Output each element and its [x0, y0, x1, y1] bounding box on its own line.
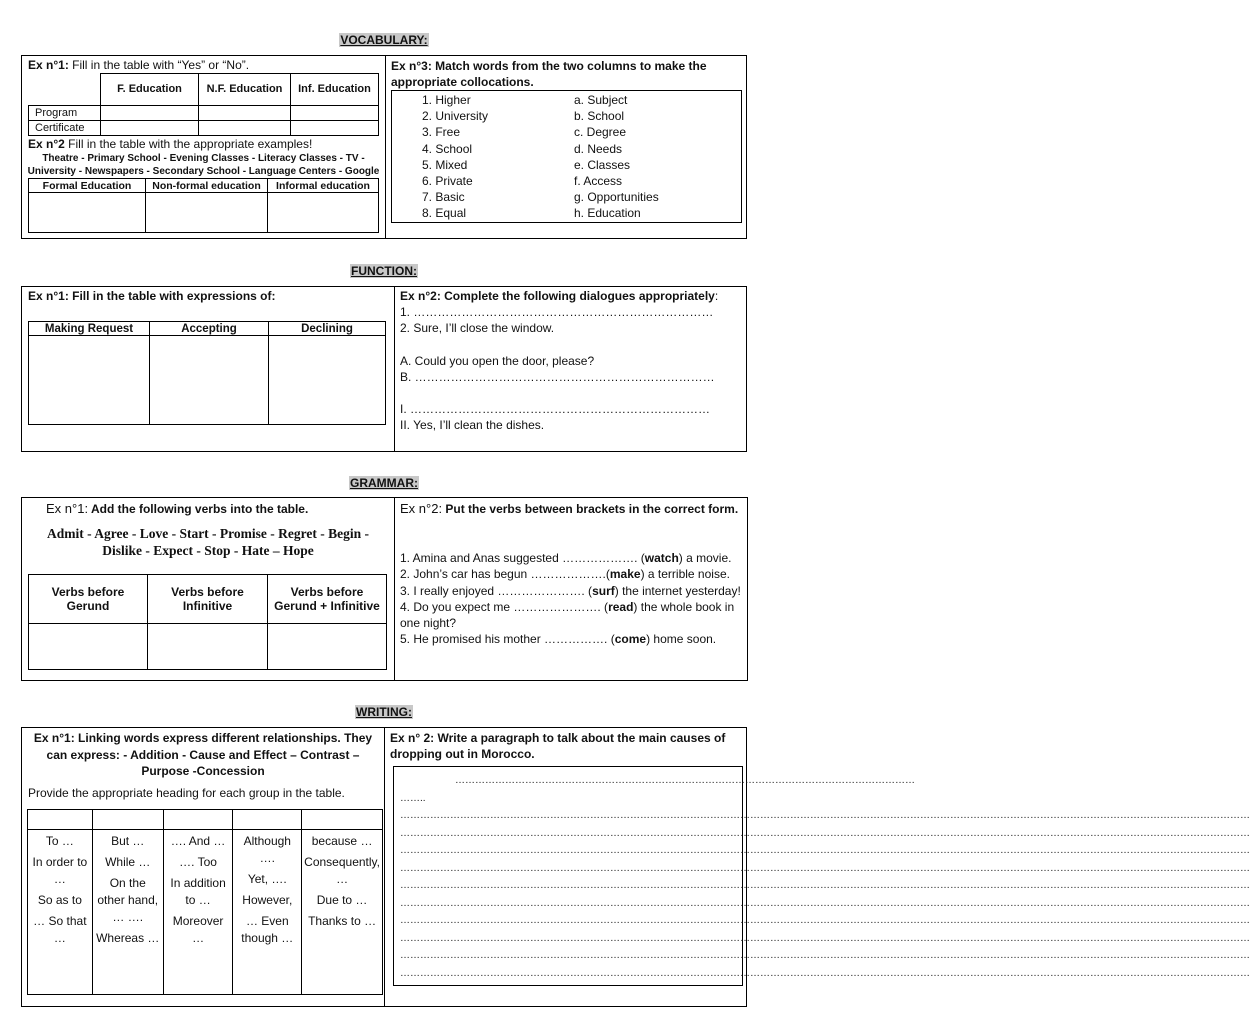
answer-cell[interactable]	[146, 193, 268, 233]
writing-line: …………………………………………………………………………………………………………………………………………………………………………………………………………………………………	[400, 932, 1250, 944]
grammar-item: 3. I really enjoyed …………………. (surf) the internet yesterday!	[400, 583, 741, 598]
collocation-right-item: c. Degree	[574, 125, 627, 140]
table-header: Verbs before Gerund + Infinitive	[268, 575, 387, 624]
linking-word: Although ….	[243, 834, 291, 865]
grammar-item: 2. John’s car has begun ……………….(make) a terrible noise.	[400, 567, 730, 582]
answer-cell[interactable]	[150, 336, 269, 425]
bracket-verb: surf	[592, 583, 615, 598]
writing-ex2-heading: Ex n° 2: Write a paragraph to talk about the main causes of dropping out in Morocco.	[390, 731, 726, 761]
dialogue-line: B. …………………………………………………………………	[400, 369, 715, 384]
collocation-right-item: f. Access	[574, 174, 623, 189]
vocab-ex2-table	[28, 178, 379, 233]
section-divider	[385, 56, 386, 238]
vocabulary-title: VOCABULARY:	[340, 33, 428, 47]
writing-line: …………………………………………………………………………………………………………………………………………………………………………………………………………………………………	[400, 915, 1250, 926]
table-header: Verbs before Gerund	[29, 575, 148, 624]
table-header: Formal Education	[29, 179, 146, 193]
collocation-right-column	[574, 92, 659, 222]
grammar-ex1-table	[28, 574, 387, 670]
collocation-left-item: 2. University	[422, 109, 489, 124]
answer-cell[interactable]	[199, 120, 291, 135]
answer-cell[interactable]	[291, 105, 379, 120]
collocation-right-item: a. Subject	[574, 93, 628, 107]
linking-word: Moreover …	[172, 914, 224, 945]
collocation-left-item: 8. Equal	[422, 206, 467, 221]
writing-line: …………………………………………………………………………………………………………………………………………………………………………………………………………………………………	[400, 967, 1250, 979]
linking-word: Whereas …	[96, 931, 160, 945]
linking-words-column	[163, 830, 233, 995]
linking-word: …. Too	[179, 855, 217, 869]
linking-words-column	[28, 830, 93, 995]
dialogue-lines	[400, 304, 740, 434]
section-divider	[394, 498, 395, 680]
vocab-ex1-table	[28, 73, 379, 136]
collocation-left-column	[422, 92, 488, 222]
collocation-left-item: 1. Higher	[422, 93, 471, 107]
bracket-verb: come	[614, 632, 647, 647]
linking-word: In order to …	[32, 855, 88, 886]
dialogue-line: II. Yes, I’ll clean the dishes.	[400, 418, 545, 433]
table-header: N.F. Education	[199, 74, 291, 106]
grammar-title: GRAMMAR:	[350, 476, 418, 490]
answer-cell[interactable]	[291, 120, 379, 135]
table-header: Making Request	[29, 322, 150, 336]
heading-cell[interactable]	[28, 810, 93, 830]
answer-cell[interactable]	[29, 193, 146, 233]
verb-bank: Admit - Agree - Love - Start - Promise - Regret - Begin - Dislike - Expect - Stop - Hate – Hope	[46, 526, 370, 558]
linking-words-column	[233, 830, 302, 995]
answer-cell[interactable]	[148, 624, 268, 670]
answer-cell[interactable]	[101, 105, 199, 120]
writing-section	[21, 727, 1250, 1007]
answer-cell[interactable]	[101, 120, 199, 135]
collocation-left-item: 4. School	[422, 141, 473, 156]
writing-line: …………………………………………………………………………………………………………………………………………………………………………………………………………………………………	[400, 950, 1250, 961]
collocation-right-item: h. Education	[574, 206, 641, 221]
answer-cell[interactable]	[268, 624, 387, 670]
writing-ex1-heading: Ex n°1: Linking words express different relationships. They can express: - Addition - Cause and Effect – Contrast – Purpose -Concession	[33, 731, 373, 778]
linking-word: Thanks to …	[308, 914, 377, 928]
writing-line: …………………………………………………………………………………………………………………………………………………………………………………………………………………………………	[400, 810, 1250, 821]
linking-word: Consequently, …	[304, 855, 380, 886]
collocation-box	[391, 90, 742, 223]
linking-words-column	[302, 830, 383, 995]
linking-word: So as to	[37, 893, 82, 907]
answer-cell[interactable]	[29, 624, 148, 670]
table-header: Accepting	[150, 322, 269, 336]
writing-line: …………………………………………………………………………………………………………………………	[455, 775, 915, 786]
collocation-right-item: b. School	[574, 109, 625, 124]
answer-cell[interactable]	[199, 105, 291, 120]
writing-line: …………………………………………………………………………………………………………………………………………………………………………………………………………………………………	[400, 862, 1250, 874]
writing-line: ……..	[400, 792, 426, 804]
grammar-ex1-heading: Ex n°1: Add the following verbs into the table.	[46, 501, 309, 516]
linking-words-column	[92, 830, 163, 995]
bracket-verb: watch	[644, 551, 679, 565]
function-ex2-heading: Ex n°2: Complete the following dialogues appropriately:	[400, 289, 719, 303]
grammar-ex2-heading: Ex n°2: Put the verbs between brackets in the correct form.	[400, 501, 739, 516]
table-header: Inf. Education	[291, 74, 379, 106]
writing-line: …………………………………………………………………………………………………………………………………………………………………………………………………………………………………	[400, 897, 1250, 909]
function-ex1-table	[28, 321, 386, 425]
vocab-ex2-word-bank: Theatre - Primary School - Evening Classes - Literacy Classes - TV - University - Newspapers - Secondary School - Language Centers - Google	[27, 153, 380, 177]
table-header: Non-formal education	[146, 179, 268, 193]
collocation-left-item: 7. Basic	[422, 190, 465, 205]
linking-word: … So that …	[33, 914, 87, 945]
heading-cell[interactable]	[233, 810, 302, 830]
dialogue-line: I. …………………………………………………………………	[400, 402, 711, 417]
section-divider	[394, 287, 395, 451]
grammar-item: 4. Do you expect me …………………. (read) the whole book in one night?	[400, 599, 735, 631]
vocabulary-section	[21, 55, 747, 239]
bracket-verb: make	[609, 567, 641, 582]
linking-word: Yet, ….	[247, 872, 287, 886]
function-ex1-heading: Ex n°1: Fill in the table with expressions of:	[28, 289, 276, 303]
writing-area[interactable]	[393, 766, 1250, 986]
dialogue-line: 1. …………………………………………………………………	[400, 305, 714, 319]
grammar-ex2-items	[400, 550, 745, 648]
vocab-ex2-heading: Ex n°2 Fill in the table with the appropriate examples!	[28, 137, 313, 151]
linking-word: Due to …	[316, 893, 368, 907]
table-header: Informal education	[268, 179, 379, 193]
heading-cell[interactable]	[302, 810, 383, 830]
vocab-ex3-heading: Ex n°3: Match words from the two columns to make the appropriate collocations.	[391, 59, 707, 89]
collocation-left-item: 6. Private	[422, 174, 473, 189]
collocation-right-item: d. Needs	[574, 141, 623, 156]
table-header: Verbs before Infinitive	[148, 575, 268, 624]
writing-line: …………………………………………………………………………………………………………………………………………………………………………………………………………………………………	[400, 827, 1250, 839]
grammar-item: 5. He promised his mother ……………. (come) home soon.	[400, 632, 717, 647]
linking-word: To …	[45, 834, 74, 848]
writing-title: WRITING:	[356, 705, 412, 719]
linking-word: But …	[111, 834, 145, 848]
row-label: Certificate	[29, 120, 101, 135]
function-title: FUNCTION:	[351, 264, 417, 278]
vocab-ex1-heading: Ex n°1: Fill in the table with “Yes” or “No”.	[28, 58, 250, 72]
linking-word: In addition to …	[170, 876, 226, 907]
bracket-verb: read	[608, 599, 634, 614]
row-label: Program	[29, 105, 101, 120]
collocation-left-item: 3. Free	[422, 125, 461, 140]
writing-line: …………………………………………………………………………………………………………………………………………………………………………………………………………………………………	[400, 880, 1250, 891]
section-divider	[384, 728, 385, 1006]
answer-cell[interactable]	[269, 336, 386, 425]
collocation-right-item: g. Opportunities	[574, 190, 659, 205]
answer-cell[interactable]	[29, 336, 150, 425]
linking-word: However,	[242, 893, 293, 907]
linking-word: because …	[311, 834, 373, 848]
dialogue-line: A. Could you open the door, please?	[400, 353, 595, 368]
answer-cell[interactable]	[268, 193, 379, 233]
linking-word: … Even though …	[241, 914, 294, 945]
grammar-item: 1. Amina and Anas suggested ………………. (watch) a movie.	[400, 551, 732, 565]
dialogue-line: 2. Sure, I’ll close the window.	[400, 321, 555, 336]
heading-cell[interactable]	[92, 810, 163, 830]
writing-ex1-instruction: Provide the appropriate heading for each group in the table.	[28, 786, 345, 800]
function-section	[21, 286, 747, 452]
collocation-right-item: e. Classes	[574, 157, 631, 172]
linking-words-table	[27, 809, 383, 995]
linking-word: …. And …	[170, 834, 226, 848]
table-header: F. Education	[101, 74, 199, 106]
table-header: Declining	[269, 322, 386, 336]
collocation-left-item: 5. Mixed	[422, 157, 468, 172]
heading-cell[interactable]	[163, 810, 233, 830]
linking-word: While …	[105, 855, 151, 869]
linking-word: On the other hand, … ….	[97, 876, 159, 924]
writing-line: …………………………………………………………………………………………………………………………………………………………………………………………………………………………………	[400, 845, 1250, 856]
grammar-section	[21, 497, 748, 681]
